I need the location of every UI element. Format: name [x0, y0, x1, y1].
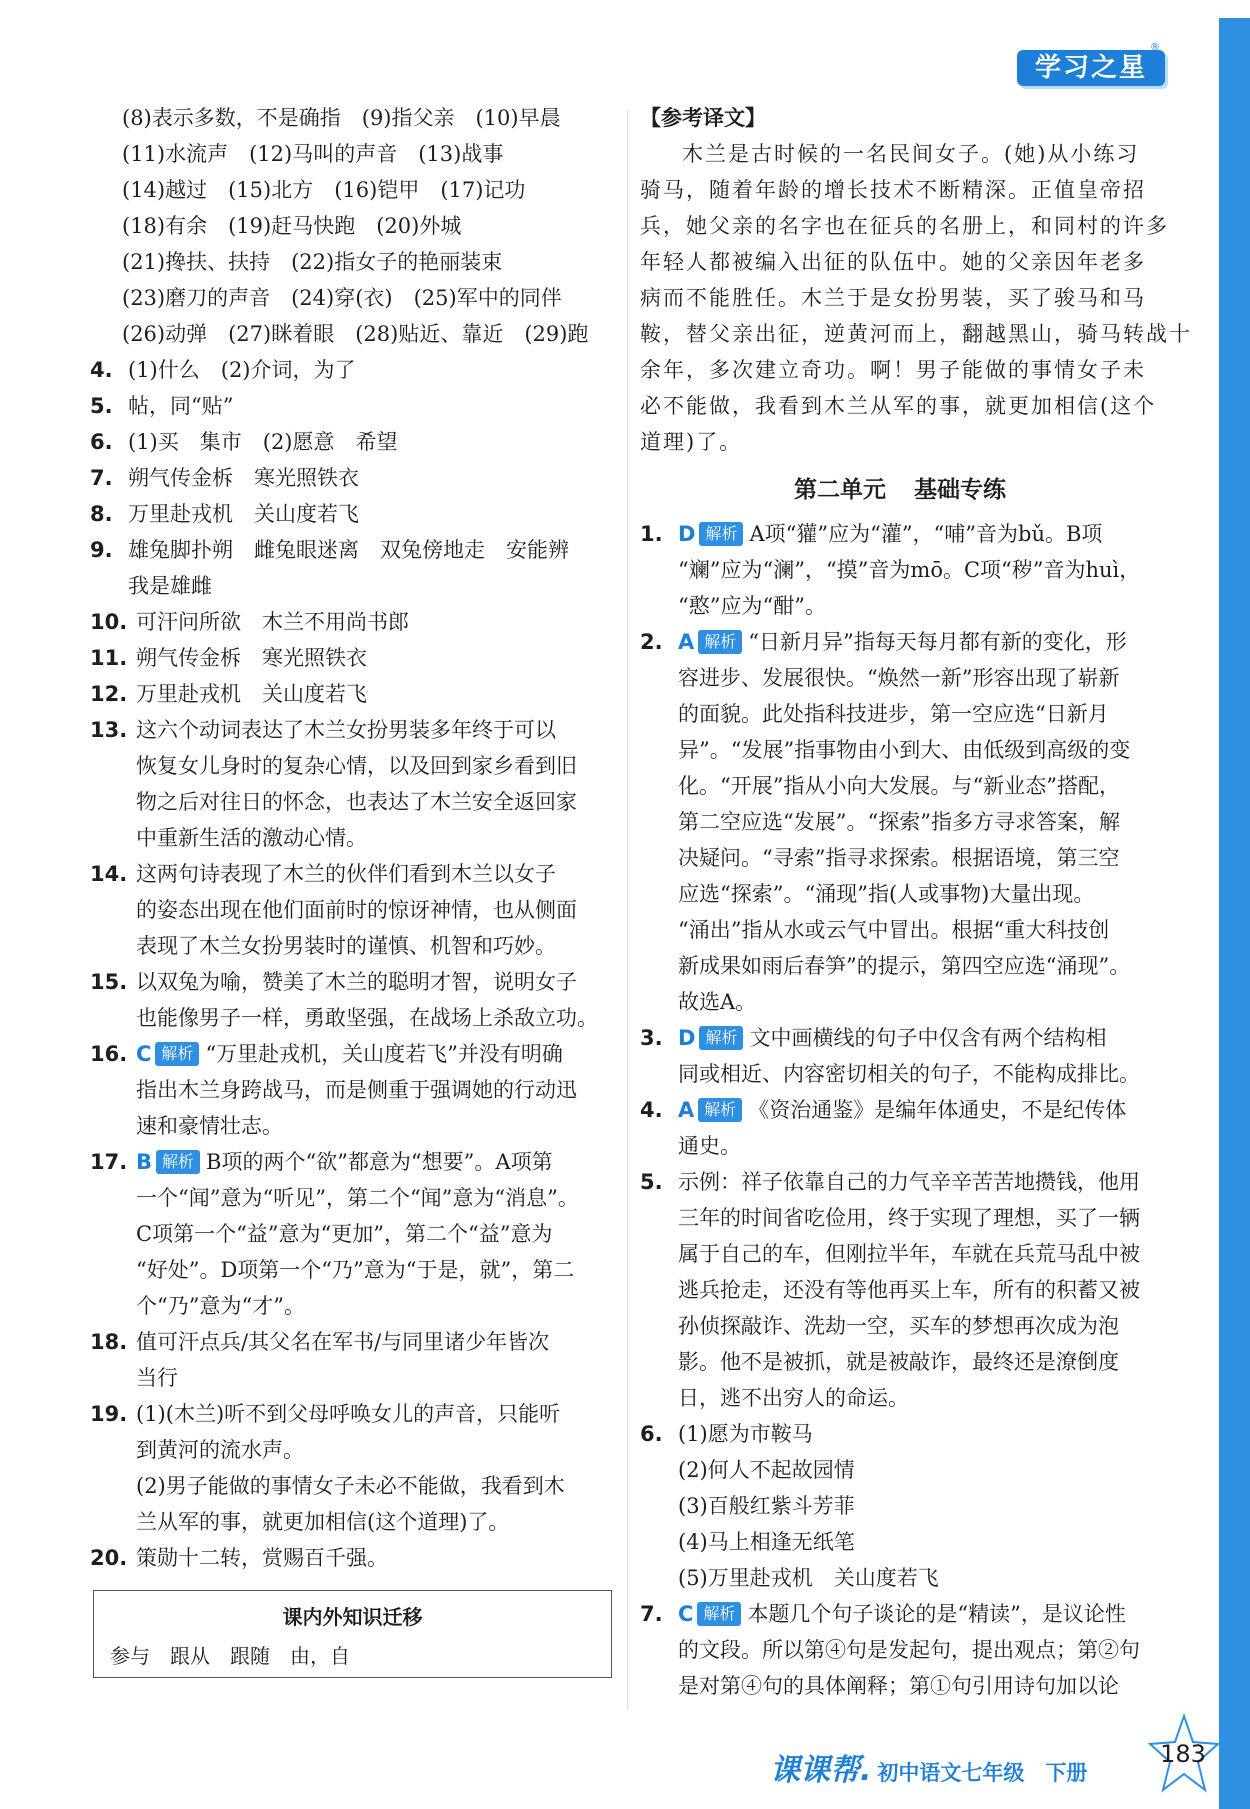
item-text: 化。“开展”指从小向大发展。与“新业态”搭配， — [678, 774, 1120, 798]
item-text: 文中画横线的句子中仅含有两个结构相 — [749, 1026, 1107, 1050]
item-text: 朔气传金柝 寒光照铁衣 — [136, 646, 367, 670]
item-text: 兰从军的事，就更加相信(这个道理)了。 — [136, 1510, 510, 1534]
item-text: 异”。“发展”指事物由小到大、由低级到高级的变 — [678, 738, 1131, 762]
registered-mark: ® — [1150, 42, 1160, 53]
item-text: 属于自己的车，但刚拉半年，车就在兵荒马乱中被 — [678, 1242, 1140, 1266]
page-number: 183 — [1160, 1740, 1206, 1768]
item-number: 5. — [640, 1170, 663, 1194]
item-text: 万里赴戎机 关山度若飞 — [136, 682, 367, 706]
answer-item-19 — [90, 1396, 610, 1540]
item-text: 影。他不是被抓，就是被敲诈，最终还是潦倒度 — [678, 1350, 1119, 1374]
answer-item-16 — [90, 1036, 610, 1144]
item-number: 8. — [90, 502, 113, 526]
item-text: 帖，同“贴” — [128, 394, 234, 418]
translation-line: 木兰是古时候的一名民间女子。(她)从小练习 — [682, 142, 1140, 166]
answer-letter: B — [136, 1150, 153, 1174]
unit-name: 第二单元 — [794, 477, 886, 503]
item-number: 12. — [90, 682, 128, 706]
brand-logo: 学习之星 — [1017, 50, 1165, 86]
translation-heading: 【参考译文】 — [640, 105, 766, 130]
item-text: (5)万里赴戎机 关山度若飞 — [678, 1566, 939, 1590]
item-text: 的姿态出现在他们面前时的惊讶神情，也从侧面 — [136, 898, 577, 922]
answer-item-14 — [90, 856, 610, 964]
item-text: 我是雄雌 — [128, 574, 212, 598]
answer-letter: A — [678, 1098, 695, 1122]
answer-item-7 — [90, 460, 610, 496]
analysis-tag: 解析 — [698, 1098, 742, 1122]
item-text: (2)何人不起故园情 — [678, 1458, 855, 1482]
vocab-line: (18)有余 (19)赶马快跑 (20)外城 — [122, 214, 462, 238]
item-number: 16. — [90, 1042, 128, 1066]
left-column — [90, 100, 610, 1576]
answer-item-6 — [90, 424, 610, 460]
item-text: 中重新生活的激动心情。 — [136, 826, 367, 850]
right-column — [640, 100, 1192, 1704]
vocab-line: (8)表示多数，不是确指 (9)指父亲 (10)早晨 — [122, 106, 561, 130]
answer-item-12 — [90, 676, 610, 712]
unit-title — [640, 472, 1160, 508]
answer-item-13 — [90, 712, 610, 856]
answer-item-9 — [90, 532, 610, 604]
item-text: 的文段。所以第④句是发起句，提出观点；第②句 — [678, 1638, 1140, 1662]
item-text: (1)什么 (2)介词，为了 — [128, 358, 356, 382]
answer-letter: D — [678, 1026, 696, 1050]
item-number: 7. — [640, 1602, 663, 1626]
item-text: 第二空应选“发展”。“探索”指多方寻求答案，解 — [678, 810, 1120, 834]
item-text: (1)(木兰)听不到父母呼唤女儿的声音，只能听 — [136, 1402, 561, 1426]
item-text: 可汗问所欲 木兰不用尚书郎 — [136, 610, 409, 634]
item-number: 7. — [90, 466, 113, 490]
item-text: (3)百般红紫斗芳菲 — [678, 1494, 855, 1518]
item-text: 应选“探索”。“涌现”指(人或事物)大量出现。 — [678, 882, 1095, 906]
vocab-line: (23)磨刀的声音 (24)穿(衣) (25)军中的同伴 — [122, 286, 562, 310]
item-text: “涌出”指从水或云气中冒出。根据“重大科技创 — [678, 918, 1110, 942]
item-text: 朔气传金柝 寒光照铁衣 — [128, 466, 359, 490]
item-text: 恢复女儿身时的复杂心情，以及回到家乡看到旧 — [136, 754, 577, 778]
item-number: 4. — [90, 358, 113, 382]
item-number: 13. — [90, 718, 128, 742]
answer-item-2 — [640, 624, 1160, 1020]
answer-item-10 — [90, 604, 610, 640]
item-number: 14. — [90, 862, 128, 886]
vocab-line: (14)越过 (15)北方 (16)铠甲 (17)记功 — [122, 178, 526, 202]
item-text: 当行 — [136, 1366, 178, 1390]
item-text: 同或相近、内容密切相关的句子，不能构成排比。 — [678, 1062, 1140, 1086]
item-number: 17. — [90, 1150, 128, 1174]
item-number: 10. — [90, 610, 128, 634]
footer-brand: 课课帮. — [770, 1753, 872, 1788]
item-text: 速和豪情壮志。 — [136, 1114, 283, 1138]
knowledge-transfer-box — [93, 1590, 612, 1678]
unit-subtitle: 基础专练 — [914, 477, 1006, 503]
item-number: 18. — [90, 1330, 128, 1354]
translation-line: 骑马，随着年龄的增长技术不断精深。正值皇帝招 — [640, 178, 1146, 202]
item-text: 一个“闻”意为“听见”，第二个“闻”意为“消息”。 — [136, 1186, 579, 1210]
item-text: “万里赴戎机，关山度若飞”并没有明确 — [205, 1042, 563, 1066]
item-text: 逃兵抢走，还没有等他再买上车，所有的积蓄又被 — [678, 1278, 1140, 1302]
translation-line: 兵，她父亲的名字也在征兵的名册上，和同村的许多 — [640, 214, 1169, 238]
item-text: (2)男子能做的事情女子未必不能做，我看到木 — [136, 1474, 565, 1498]
answer-item-15 — [90, 964, 610, 1036]
item-text: “日新月异”指每天每月都有新的变化，形 — [748, 630, 1127, 654]
translation-line: 鞍，替父亲出征，逆黄河而上，翻越黑山，骑马转战十 — [640, 322, 1192, 346]
item-text: 这六个动词表达了木兰女扮男装多年终于可以 — [136, 718, 556, 742]
item-text: 以双兔为喻，赞美了木兰的聪明才智，说明女子 — [136, 970, 577, 994]
item-text: 通史。 — [678, 1134, 741, 1158]
box-body: 参与 跟从 跟随 由，自 — [110, 1644, 350, 1668]
item-text: 万里赴戎机 关山度若飞 — [128, 502, 359, 526]
analysis-tag: 解析 — [697, 1602, 741, 1626]
item-number: 9. — [90, 538, 113, 562]
item-number: 2. — [640, 630, 663, 654]
item-text: 孙侦探敲诈、洗劫一空，买车的梦想再次成为泡 — [678, 1314, 1119, 1338]
item-text: 《资治通鉴》是编年体通史，不是纪传体 — [748, 1098, 1127, 1122]
answer-letter: A — [678, 630, 695, 654]
analysis-tag: 解析 — [699, 1026, 743, 1050]
vocab-line: (26)动弹 (27)眯着眼 (28)贴近、靠近 (29)跑 — [122, 322, 589, 346]
item-text: A项“獾”应为“灌”，“哺”音为bǔ。B项 — [749, 522, 1103, 546]
answer-item-17 — [90, 1144, 610, 1324]
item-text: “憨”应为“酣”。 — [678, 594, 826, 618]
item-text: 表现了木兰女扮男装时的谨慎、机智和巧妙。 — [136, 934, 556, 958]
item-number: 15. — [90, 970, 128, 994]
answer-item-5 — [640, 1164, 1160, 1416]
item-text: 本题几个句子谈论的是“精读”，是议论性 — [747, 1602, 1126, 1626]
item-text: 故选A。 — [678, 990, 757, 1014]
answer-item-20 — [90, 1540, 610, 1576]
item-text: 雄兔脚扑朔 雌兔眼迷离 双兔傍地走 安能辨 — [128, 538, 569, 562]
answer-letter: D — [678, 522, 696, 546]
translation-line: 必不能做，我看到木兰从军的事，就更加相信(这个 — [640, 394, 1157, 418]
item-text: B项的两个“欲”都意为“想要”。A项第 — [206, 1150, 553, 1174]
analysis-tag: 解析 — [699, 522, 743, 546]
item-text: 也能像男子一样，勇敢坚强，在战场上杀敌立功。 — [136, 1006, 598, 1030]
analysis-tag: 解析 — [698, 630, 742, 654]
answer-letter: C — [136, 1042, 152, 1066]
item-text: 示例：祥子依靠自己的力气辛辛苦苦地攒钱，他用 — [678, 1170, 1140, 1194]
item-number: 3. — [640, 1026, 663, 1050]
item-text: 日，逃不出穷人的命运。 — [678, 1386, 909, 1410]
analysis-tag: 解析 — [156, 1150, 200, 1174]
item-text: 三年的时间省吃俭用，终于实现了理想，买了一辆 — [678, 1206, 1140, 1230]
answer-item-1 — [640, 516, 1160, 624]
item-number: 11. — [90, 646, 128, 670]
answer-item-11 — [90, 640, 610, 676]
answer-item-4 — [640, 1092, 1160, 1164]
answer-item-6 — [640, 1416, 1160, 1596]
page-edge-bar — [1219, 18, 1250, 1809]
answer-item-18 — [90, 1324, 610, 1396]
item-number: 20. — [90, 1546, 128, 1570]
footer — [770, 1745, 1087, 1789]
answer-item-5 — [90, 388, 610, 424]
translation-line: 病而不能胜任。木兰于是女扮男装，买了骏马和马 — [640, 286, 1146, 310]
answer-item-7 — [640, 1596, 1160, 1704]
item-text: 是对第④句的具体阐释；第①句引用诗句加以论 — [678, 1674, 1119, 1698]
item-text: 值可汗点兵/其父名在军书/与同里诸少年皆次 — [136, 1330, 550, 1354]
item-text: 策勋十二转，赏赐百千强。 — [136, 1546, 388, 1570]
answer-item-3 — [640, 1020, 1160, 1092]
item-number: 1. — [640, 522, 663, 546]
item-text: 容进步、发展很快。“焕然一新”形容出现了崭新 — [678, 666, 1120, 690]
box-title: 课内外知识迁移 — [282, 1605, 423, 1629]
item-text: 的面貌。此处指科技进步，第一空应选“日新月 — [678, 702, 1109, 726]
item-number: 4. — [640, 1098, 663, 1122]
item-text: (1)愿为市鞍马 — [678, 1422, 813, 1446]
column-divider — [627, 110, 628, 1710]
item-number: 19. — [90, 1402, 128, 1426]
item-text: 这两句诗表现了木兰的伙伴们看到木兰以女子 — [136, 862, 556, 886]
item-number: 5. — [90, 394, 113, 418]
translation-line: 年轻人都被编入出征的队伍中。她的父亲因年老多 — [640, 250, 1146, 274]
item-number: 6. — [640, 1422, 663, 1446]
item-text: 决疑问。“寻索”指寻求探索。根据语境，第三空 — [678, 846, 1120, 870]
translation-line: 道理)了。 — [640, 430, 743, 454]
answer-letter: C — [678, 1602, 694, 1626]
item-text: 到黄河的流水声。 — [136, 1438, 304, 1462]
answer-item-4 — [90, 352, 610, 388]
vocab-line: (11)水流声 (12)马叫的声音 (13)战事 — [122, 142, 504, 166]
footer-subtitle: 初中语文七年级 下册 — [877, 1761, 1088, 1785]
analysis-tag: 解析 — [155, 1042, 199, 1066]
item-text: “好处”。D项第一个“乃”意为“于是，就”，第二 — [136, 1258, 575, 1282]
item-text: “斓”应为“澜”，“摸”音为mō。C项“秽”音为huì， — [678, 558, 1141, 582]
item-text: 个“乃”意为“才”。 — [136, 1294, 305, 1318]
item-text: 指出木兰身跨战马，而是侧重于强调她的行动迅 — [136, 1078, 577, 1102]
answer-item-8 — [90, 496, 610, 532]
item-text: 物之后对往日的怀念，也表达了木兰安全返回家 — [136, 790, 577, 814]
vocab-line: (21)搀扶、扶持 (22)指女子的艳丽装束 — [122, 250, 503, 274]
translation-line: 余年，多次建立奇功。啊！男子能做的事情女子未 — [640, 358, 1146, 382]
item-text: C项第一个“益”意为“更加”，第二个“益”意为 — [136, 1222, 553, 1246]
item-text: (1)买 集市 (2)愿意 希望 — [128, 430, 398, 454]
item-number: 6. — [90, 430, 113, 454]
item-text: (4)马上相逢无纸笔 — [678, 1530, 855, 1554]
item-text: 新成果如雨后春笋”的提示，第四空应选“涌现”。 — [678, 954, 1131, 978]
